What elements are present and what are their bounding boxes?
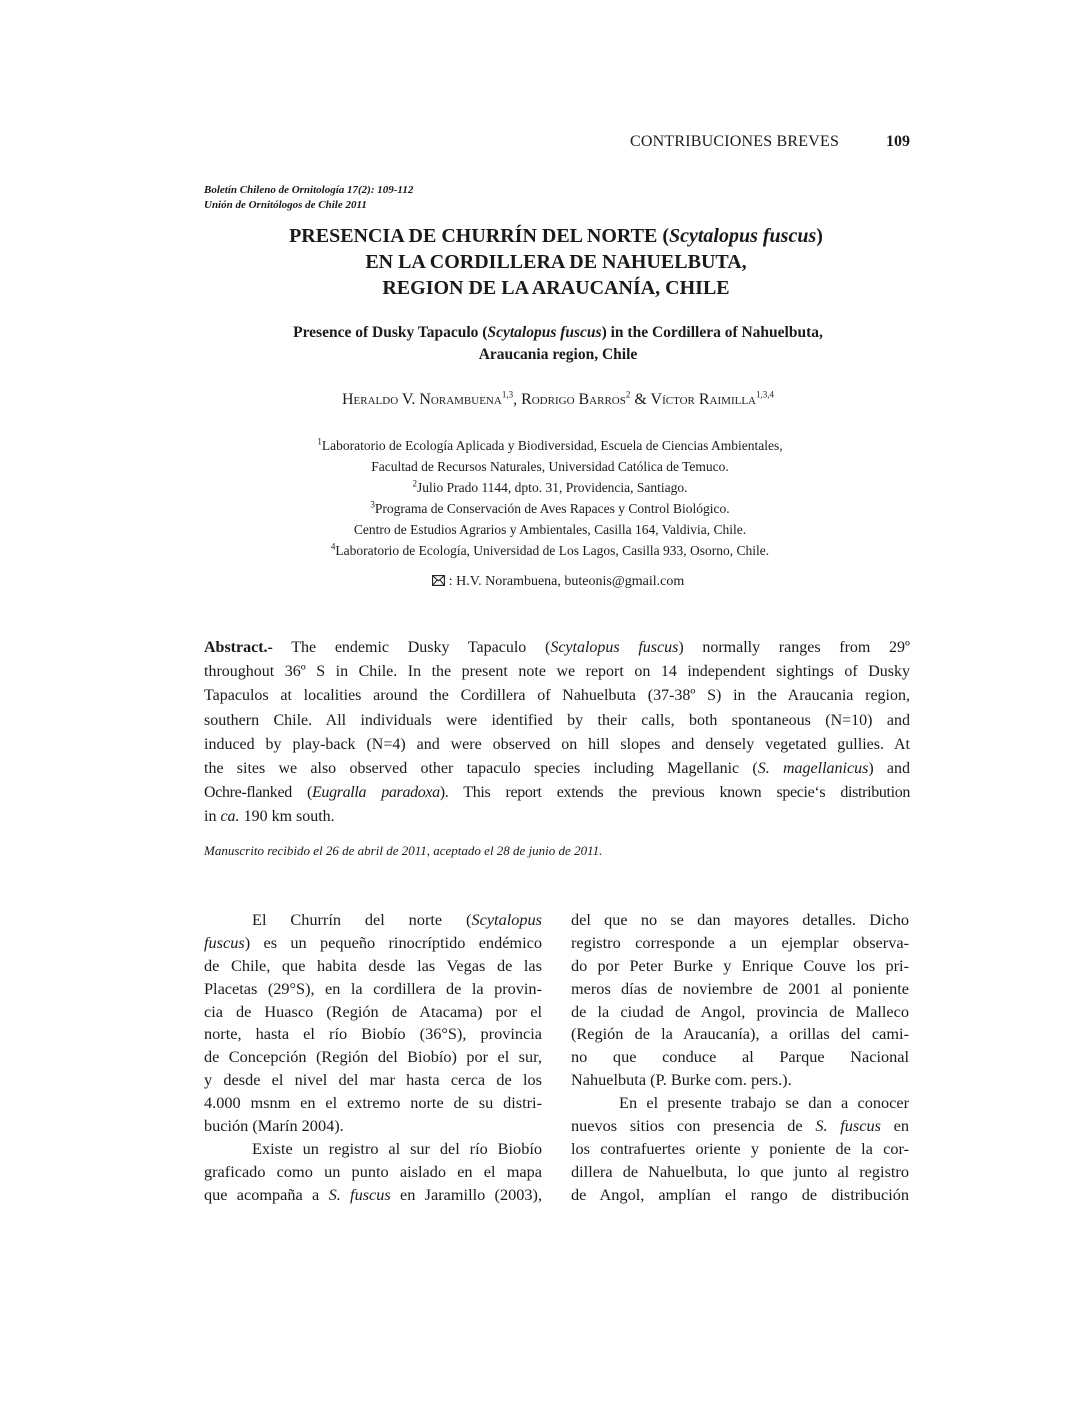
body-line: Placetas (29°S), en la cordillera de la provin- — [204, 978, 542, 998]
abstract-line: throughout 36º S in Chile. In the present note we report on 14 independent sightings of Dusky — [204, 663, 910, 681]
title-species: Scytalopus fuscus — [669, 225, 817, 247]
body-line: que acompaña a S. fuscus en Jaramillo (2003), — [204, 1184, 543, 1204]
body-line: norte, hasta el río Biobío (36°S), provincia — [204, 1024, 542, 1044]
subtitle-species: Scytalopus fuscus — [487, 324, 602, 341]
body-line: de Concepción (Región del Biobío) por el sur, — [204, 1047, 542, 1067]
journal-citation: Boletín Chileno de Ornitología 17(2): 109-112 — [204, 184, 414, 196]
body-line: cia de Huasco (Región de Atacama) por el — [204, 1001, 542, 1021]
body-line: dillera de Nahuelbuta, lo que junto al registro — [571, 1161, 909, 1181]
body-line: fuscus) es un pequeño rinocríptido endémico — [204, 932, 542, 952]
abstract-line: the sites we also observed other tapaculo species including Magellanic (S. magellanicus) and — [204, 759, 910, 777]
body-line: Existe un registro al sur del río Biobío — [252, 1138, 542, 1158]
title-line-3: REGION DE LA ARAUCANÍA, CHILE — [382, 277, 730, 299]
body-line: no que conduce al Parque Nacional — [571, 1047, 909, 1067]
affiliation: $^3$Programa de Conservación de Aves Rapaces y Control Biológico. — [370, 499, 730, 516]
abstract-line: southern Chile. All individuals were identified by their calls, both spontaneous (N=10) and — [204, 711, 910, 729]
affiliation: $^1$Laboratorio de Ecología Aplicada y Biodiversidad, Escuela de Ciencias Ambientales, — [317, 436, 783, 453]
abstract-line: induced by play-back (N=4) and were observed on hill slopes and densely vegetated gullies. At — [204, 735, 910, 753]
affiliation: Centro de Estudios Agrarios y Ambientales, Casilla 164, Valdivia, Chile. — [353, 522, 747, 537]
body-column-left — [204, 909, 542, 1207]
author-list: Heraldo V. Norambuena$^{1,3}$, Rodrigo Barros$^2$ & Víctor Raimilla$^{1,3,4}$ — [342, 389, 774, 408]
abstract-line: Ochre-flanked (Eugralla paradoxa). This report extends the previous known specie‘s distribution — [204, 784, 910, 802]
author-1: Heraldo V. Norambuena — [342, 391, 502, 408]
body-line: y desde el nivel del mar hasta cerca de los — [204, 1070, 542, 1090]
author-3: Víctor Raimilla — [650, 391, 756, 408]
body-line: El Churrín del norte (Scytalopus — [252, 910, 542, 929]
abstract-line: in ca. 190 km south. — [204, 808, 335, 826]
abstract — [204, 636, 910, 830]
body-line: graficado como un punto aislado en el mapa — [204, 1161, 542, 1181]
contact-email: : H.V. Norambuena, buteonis@gmail.com — [0, 574, 1088, 590]
author-2: Rodrigo Barros — [521, 391, 626, 408]
body-line: los contrafuertes oriente y poniente de la cor- — [571, 1138, 909, 1158]
body-line: bución (Marín 2004). — [204, 1116, 344, 1136]
running-head: CONTRIBUCIONES BREVES — [630, 133, 840, 150]
affiliation: $^4$Laboratorio de Ecología, Universidad de Los Lagos, Casilla 933, Osorno, Chile. — [330, 541, 770, 558]
abstract-label: Abstract.- — [204, 639, 273, 656]
body-line: (Región de la Araucanía), a orillas del cami- — [571, 1024, 909, 1044]
body-line: del que no se dan mayores detalles. Dicho — [571, 910, 909, 929]
body-line: Nahuelbuta (P. Burke com. pers.). — [571, 1070, 792, 1090]
body-line: de Angol, amplían el rango de distribución — [571, 1184, 909, 1204]
abstract-line: Abstract.- The endemic Dusky Tapaculo (Scytalopus fuscus) normally ranges from 29º — [204, 639, 910, 656]
body-line: de Chile, que habita desde las Vegas de las — [204, 955, 542, 975]
body-column-right — [571, 909, 909, 1207]
title-line-2: EN LA CORDILLERA DE NAHUELBUTA, — [365, 251, 747, 273]
body-line: meros días de noviembre de 2001 al poniente — [571, 978, 909, 998]
title-line-1: PRESENCIA DE CHURRÍN DEL NORTE (Scytalopus fuscus) — [289, 225, 823, 247]
manuscript-dates: Manuscrito recibido el 26 de abril de 2011, aceptado el 28 de junio de 2011. — [204, 843, 603, 858]
body-line: registro corresponde a un ejemplar observa- — [571, 932, 909, 952]
abstract-line: Tapaculos at localities around the Cordillera of Nahuelbuta (37-38º S) in the Araucania region, — [204, 687, 910, 705]
affiliation: Facultad de Recursos Naturales, Universidad Católica de Temuco. — [371, 459, 729, 474]
affiliation: $^2$Julio Prado 1144, dpto. 31, Providencia, Santiago. — [412, 478, 688, 495]
subtitle-line-2: Araucania region, Chile — [478, 346, 638, 363]
body-line: nuevos sitios con presencia de S. fuscus en — [571, 1116, 909, 1136]
body-line: do por Peter Burke y Enrique Couve los pri- — [571, 955, 909, 975]
body-line: 4.000 msnm en el extremo norte de su distri- — [204, 1093, 542, 1113]
body-line: de la ciudad de Angol, provincia de Malleco — [571, 1001, 909, 1021]
subtitle-line-1: Presence of Dusky Tapaculo (Scytalopus fuscus) in the Cordillera of Nahuelbuta, — [293, 324, 823, 341]
body-line: En el presente trabajo se dan a conocer — [619, 1093, 909, 1113]
journal-publisher: Unión de Ornitólogos de Chile 2011 — [204, 199, 367, 211]
page-number: 109 — [886, 133, 910, 150]
envelope-icon — [432, 575, 445, 586]
